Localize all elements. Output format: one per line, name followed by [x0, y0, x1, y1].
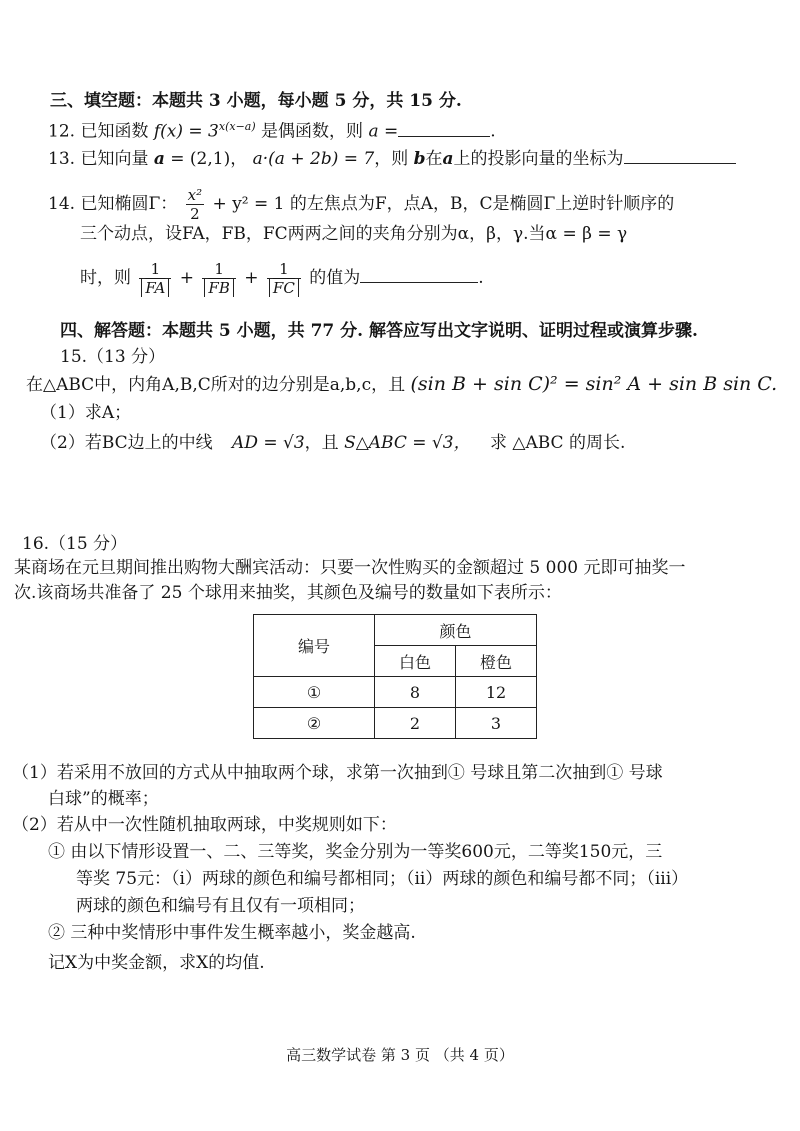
row1-label: ① [254, 677, 375, 708]
question-13 [48, 148, 736, 170]
q13-mid1: = (2,1)， [164, 149, 248, 169]
q15-part2-e: 求 △ABC 的周长. [489, 433, 626, 453]
q16-rule1-line2: 等奖 75元：（i）两球的颜色和编号都相同；（ii）两球的颜色和编号都不同；（iii） [76, 869, 689, 889]
q16-part2-line: （2）若从中一次性随机抽取两球，中奖规则如下： [12, 815, 397, 835]
q12-var: a = [368, 121, 399, 142]
q14-frac2-num: 1 [202, 260, 235, 279]
table-header-number: 编号 [254, 615, 375, 677]
q14-fraction [186, 186, 204, 223]
q14-end: . [478, 268, 484, 288]
q16-stem-line1: 某商场在元旦期间推出购物大酬宾活动：只要一次性购买的金额超过 5 000 元即可抽奖一 [14, 558, 686, 578]
q14-frac-den: 2 [190, 205, 200, 223]
q15-part1: （1）求A； [40, 403, 132, 423]
row2-label: ② [254, 708, 375, 739]
q12-function: f(x) = 3 [153, 121, 219, 142]
q13-vector-a: a [153, 149, 165, 169]
q14-frac-3 [267, 260, 301, 297]
q13-expression: a·(a + 2b) = 7 [252, 149, 375, 169]
q14-plus-2: + [244, 268, 259, 288]
row1-white: 8 [375, 677, 456, 708]
table-header-color: 颜色 [375, 615, 537, 646]
q14-frac-num: x² [187, 186, 203, 204]
q16-rule1-line1: ① 由以下情形设置一、二、三等奖，奖金分别为一等奖600元，二等奖150元，三 [48, 842, 663, 862]
q14-line3-post: 的值为 [309, 268, 361, 288]
q15-equation: (sin B + sin C)² = sin² A + sin B sin C. [410, 373, 778, 395]
row1-orange: 12 [456, 677, 537, 708]
q16-final: 记X为中奖金额，求X的均值. [48, 953, 265, 973]
row2-orange: 3 [456, 708, 537, 739]
question-14-line1 [48, 186, 674, 223]
table-row [254, 677, 537, 708]
q12-post: 是偶函数，则 [261, 121, 364, 142]
section3-header: 三、填空题：本题共 3 小题，每小题 5 分，共 15 分. [50, 91, 462, 111]
q13-vector-a2: a [442, 149, 454, 169]
q15-part2-c: ，且 [304, 433, 339, 453]
q15-part2-a: （2）若BC边上的中线 [40, 433, 213, 453]
q14-line3-pre: 时，则 [80, 268, 131, 288]
q16-stem-line2: 次.该商场共准备了 25 个球用来抽奖，其颜色及编号的数量如下表所示： [14, 583, 562, 603]
q13-post: 上的投影向量的坐标为 [453, 149, 624, 169]
q14-frac3-num: 1 [267, 260, 301, 279]
page-footer: 高三数学试卷 第 3 页 （共 4 页） [286, 1046, 514, 1064]
q14-plus-1: + [179, 268, 194, 288]
q16-part1-line1: （1）若采用不放回的方式从中抽取两个球，求第一次抽到① 号球且第二次抽到① 号球 [12, 763, 663, 783]
q15-stem [26, 373, 777, 396]
q15-number: 15.（13 分） [60, 347, 166, 367]
q12-pre: 已知函数 [80, 121, 149, 142]
q14-frac-2 [202, 260, 235, 297]
q13-mid3: 在 [425, 149, 443, 169]
q14-frac-1 [139, 260, 171, 297]
q13-answer-blank[interactable] [624, 149, 736, 164]
q14-frac2-den: FB [204, 279, 233, 297]
table-row [254, 708, 537, 739]
q14-frac1-den: FA [141, 279, 169, 297]
q14-number: 14. [48, 194, 76, 214]
ball-count-table [253, 614, 537, 739]
section4-header: 四、解答题：本题共 5 小题，共 77 分. 解答应写出文字说明、证明过程或演算步骤. [60, 321, 698, 341]
q15-part2-ad: AD = √3 [232, 433, 305, 453]
q12-exponent: x(x−a) [218, 120, 256, 133]
q14-pre: 已知椭圆Γ： [80, 194, 178, 214]
q15-part2-area: S△ABC = √3， [344, 433, 471, 453]
q12-answer-blank[interactable] [398, 122, 490, 137]
q13-pre: 已知向量 [80, 149, 149, 169]
q16-rule1-line3: 两球的颜色和编号有且仅有一项相同； [76, 896, 365, 916]
q16-number: 16.（15 分） [22, 534, 128, 554]
row2-white: 2 [375, 708, 456, 739]
question-14-line2: 三个动点，设FA，FB，FC两两之间的夹角分别为α，β，γ.当α = β = γ [80, 224, 628, 244]
q14-answer-blank[interactable] [360, 268, 478, 283]
q16-rule2: ② 三种中奖情形中事件发生概率越小，奖金越高. [48, 923, 416, 943]
q16-part1-line2: 白球”的概率； [48, 789, 159, 809]
q12-number: 12. [48, 121, 76, 142]
q13-vector-b: b [413, 149, 426, 169]
q15-stem-text: 在△ABC中，内角A,B,C所对的边分别是a,b,c，且 [26, 375, 406, 395]
question-14-line3 [80, 260, 484, 297]
q14-mid: + y² = 1 的左焦点为F，点A，B，C是椭圆Γ上逆时针顺序的 [212, 194, 675, 214]
q14-frac3-den: FC [269, 279, 299, 297]
q12-end: . [490, 121, 496, 142]
q13-number: 13. [48, 149, 76, 169]
q15-part2 [40, 432, 625, 454]
table-header-orange: 橙色 [456, 646, 537, 677]
q13-mid2: ，则 [374, 149, 409, 169]
question-12 [48, 116, 496, 143]
table-header-white: 白色 [375, 646, 456, 677]
q14-frac1-num: 1 [139, 260, 171, 279]
